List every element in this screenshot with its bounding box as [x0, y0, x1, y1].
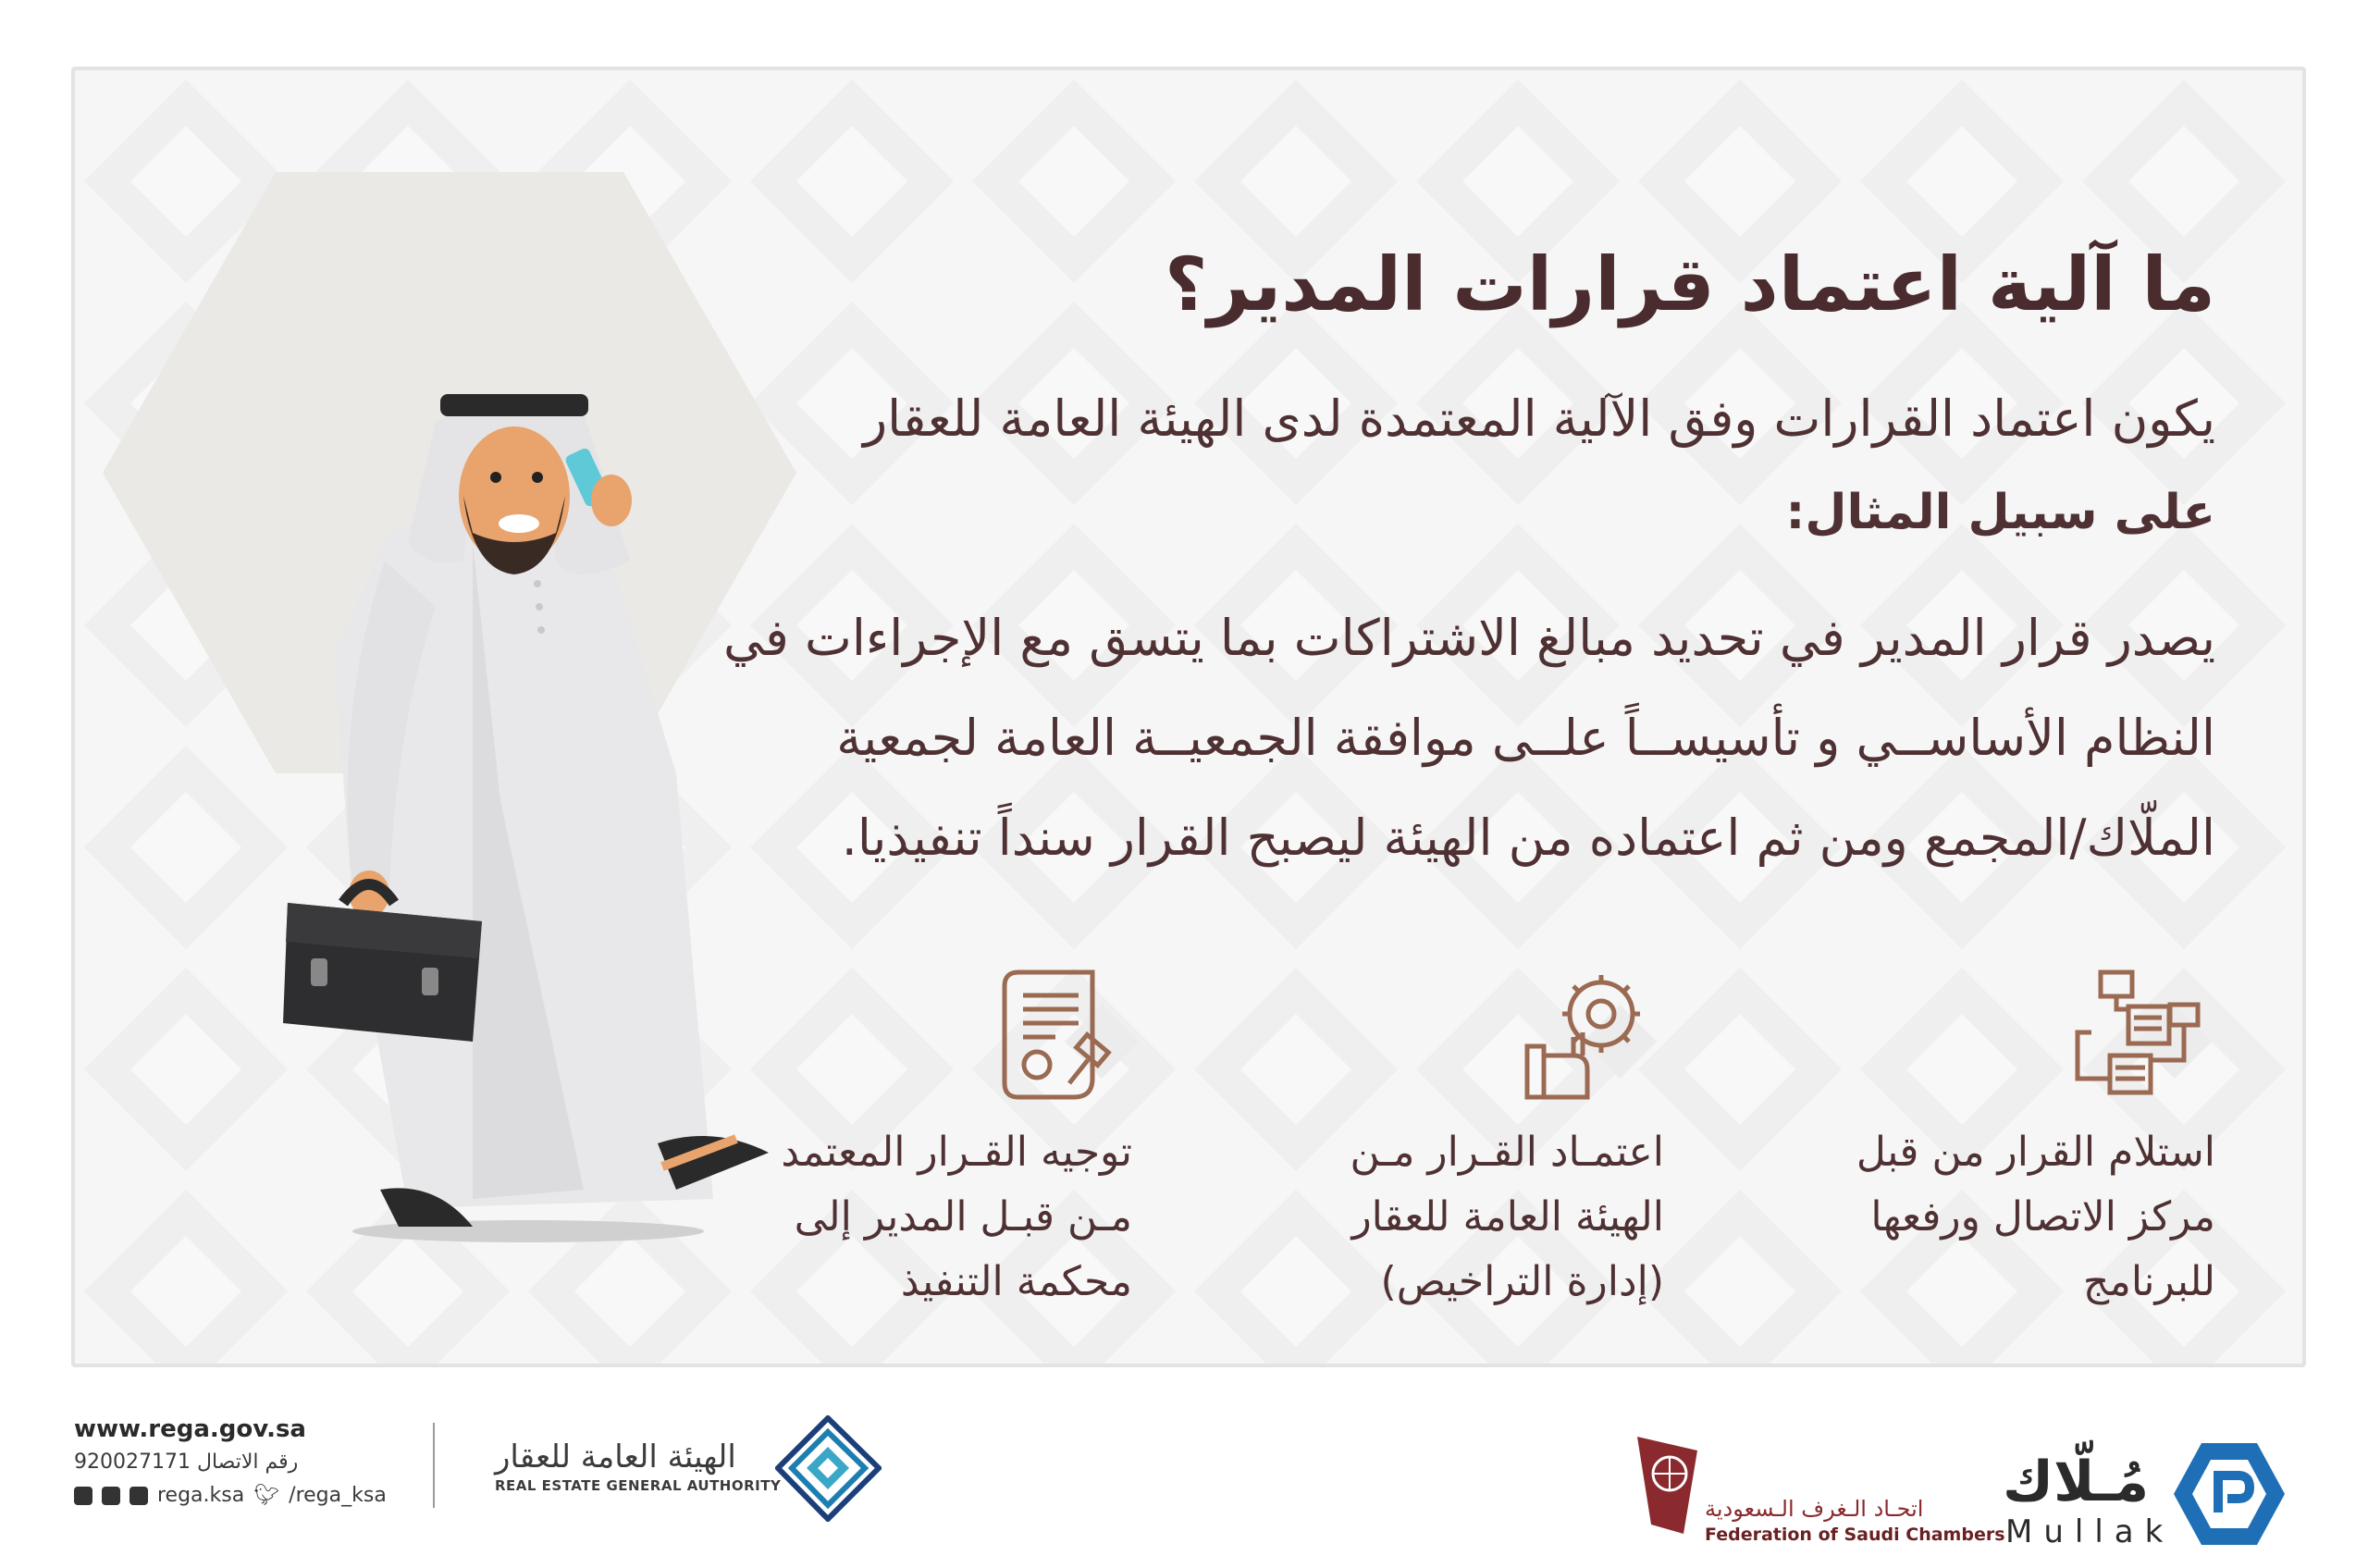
twitter-icon[interactable]: 🐦︎	[253, 1484, 280, 1507]
step-line: مـن قبـل المدير إلى	[794, 1193, 1132, 1241]
lead-text: يكون اعتماد القرارات وفق الآلية المعتمدة لدى الهيئة العامة للعقار	[863, 389, 2215, 448]
step-line: استلام القرار من قبل	[1856, 1129, 2215, 1176]
mullak-name-en: Mullak	[2005, 1513, 2175, 1550]
flowchart-icon	[2073, 968, 2221, 1106]
step-line: مركز الاتصال ورفعها	[1870, 1193, 2215, 1241]
step-line: الهيئة العامة للعقار	[1351, 1193, 1664, 1241]
description-paragraph	[723, 588, 2215, 888]
fsc-name-ar: اتحـاد الـغرف الـسعودية	[1705, 1496, 1924, 1522]
social-handle[interactable]: rega.ksa	[157, 1484, 245, 1507]
gear-hand-icon	[1518, 968, 1675, 1106]
rega-name-en: REAL ESTATE GENERAL AUTHORITY	[495, 1477, 782, 1494]
youtube-icon[interactable]	[130, 1487, 148, 1505]
step-line: للبرنامج	[2082, 1258, 2215, 1305]
phone-number: رقم الاتصال 920027171	[74, 1451, 299, 1474]
mullak-name-ar: مُـلّاك	[2003, 1450, 2150, 1514]
twitter-handle[interactable]: /rega_ksa	[289, 1484, 387, 1507]
man-with-briefcase-illustration	[195, 255, 787, 1245]
step-1-text	[1856, 1120, 2215, 1315]
mullak-logo-icon	[2174, 1443, 2285, 1545]
facebook-icon[interactable]	[74, 1487, 92, 1505]
rega-logo-icon	[775, 1415, 882, 1522]
paragraph-line: الملّاك/المجمع ومن ثم اعتماده من الهيئة ليصبح القرار سنداً تنفيذيا.	[841, 809, 2215, 867]
fsc-name-en: Federation of Saudi Chambers	[1705, 1525, 2005, 1545]
document-gavel-icon	[1000, 968, 1157, 1106]
website-link[interactable]: www.rega.gov.sa	[74, 1415, 306, 1443]
step-3-text	[781, 1120, 1132, 1315]
paragraph-line: النظام الأساســي و تأسيســاً علــى موافقة الجمعيــة العامة لجمعية	[836, 709, 2215, 767]
paragraph-line: يصدر قرار المدير في تحديد مبالغ الاشتراكات بما يتسق مع الإجراءات في	[723, 609, 2215, 667]
page-title: ما آلية اعتماد قرارات المدير؟	[1164, 241, 2215, 327]
step-line: محكمة التنفيذ	[900, 1258, 1132, 1305]
fsc-logo-icon	[1633, 1432, 1702, 1538]
social-links	[74, 1484, 387, 1507]
instagram-icon[interactable]	[102, 1487, 120, 1505]
footer-divider	[433, 1423, 435, 1508]
step-line: توجيه القـرار المعتمد	[781, 1129, 1132, 1176]
infographic-card	[71, 67, 2306, 1367]
rega-name-ar: الهيئة العامة للعقار	[495, 1438, 736, 1475]
step-line: (إدارة التراخيص)	[1380, 1258, 1664, 1305]
step-line: اعتمـاد القـرار مـن	[1350, 1129, 1664, 1176]
step-2-text	[1350, 1120, 1664, 1315]
example-label: على سبيل المثال:	[1785, 485, 2215, 540]
